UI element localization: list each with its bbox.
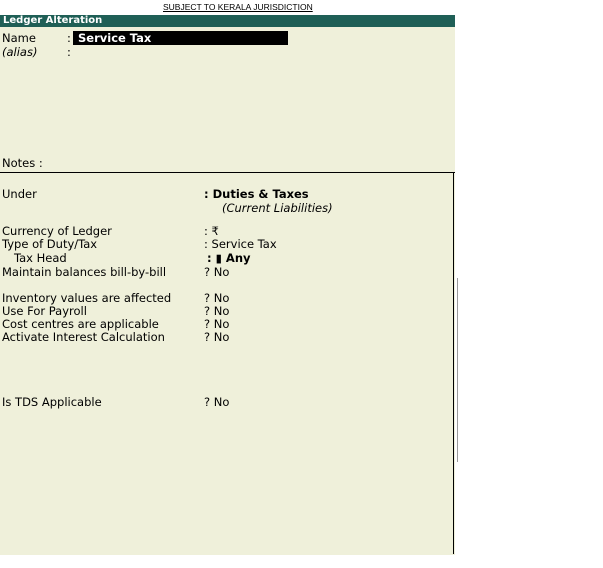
currency-label: Currency of Ledger (2, 224, 112, 238)
interest-label: Activate Interest Calculation (2, 330, 165, 344)
under-group-sub: (Current Liabilities) (222, 201, 333, 215)
panel-right-border (453, 173, 454, 554)
payroll-value[interactable]: ? No (204, 304, 230, 318)
alias-colon: : (67, 45, 71, 59)
bill-by-bill-label: Maintain balances bill-by-bill (2, 265, 167, 279)
under-value[interactable]: : Duties & Taxes (204, 187, 309, 201)
inventory-value[interactable]: ? No (204, 291, 230, 305)
tds-label: Is TDS Applicable (2, 395, 102, 409)
duty-type-label: Type of Duty/Tax (2, 237, 98, 251)
name-input[interactable]: Service Tax (73, 31, 288, 45)
tds-value[interactable]: ? No (204, 395, 230, 409)
inventory-label: Inventory values are affected (2, 291, 172, 305)
jurisdiction-text: SUBJECT TO KERALA JURISDICTION (163, 2, 313, 12)
alias-label: (alias) (2, 45, 38, 59)
under-label: Under (2, 187, 37, 201)
tax-head-value[interactable]: : ▮ Any (207, 251, 251, 265)
window-title-bar: Ledger Alteration (0, 15, 455, 27)
interest-value[interactable]: ? No (204, 330, 230, 344)
section-divider (0, 172, 455, 173)
scrollbar-track[interactable] (457, 278, 458, 462)
name-label: Name (2, 31, 36, 45)
notes-label[interactable]: Notes : (2, 156, 43, 170)
cost-centres-label: Cost centres are applicable (2, 317, 159, 331)
duty-type-value[interactable]: : Service Tax (204, 237, 277, 251)
currency-value[interactable]: : ₹ (204, 224, 219, 238)
bill-by-bill-value[interactable]: ? No (204, 265, 230, 279)
tax-head-label: Tax Head (14, 251, 67, 265)
payroll-label: Use For Payroll (2, 304, 87, 318)
name-colon: : (67, 31, 71, 45)
cost-centres-value[interactable]: ? No (204, 317, 230, 331)
